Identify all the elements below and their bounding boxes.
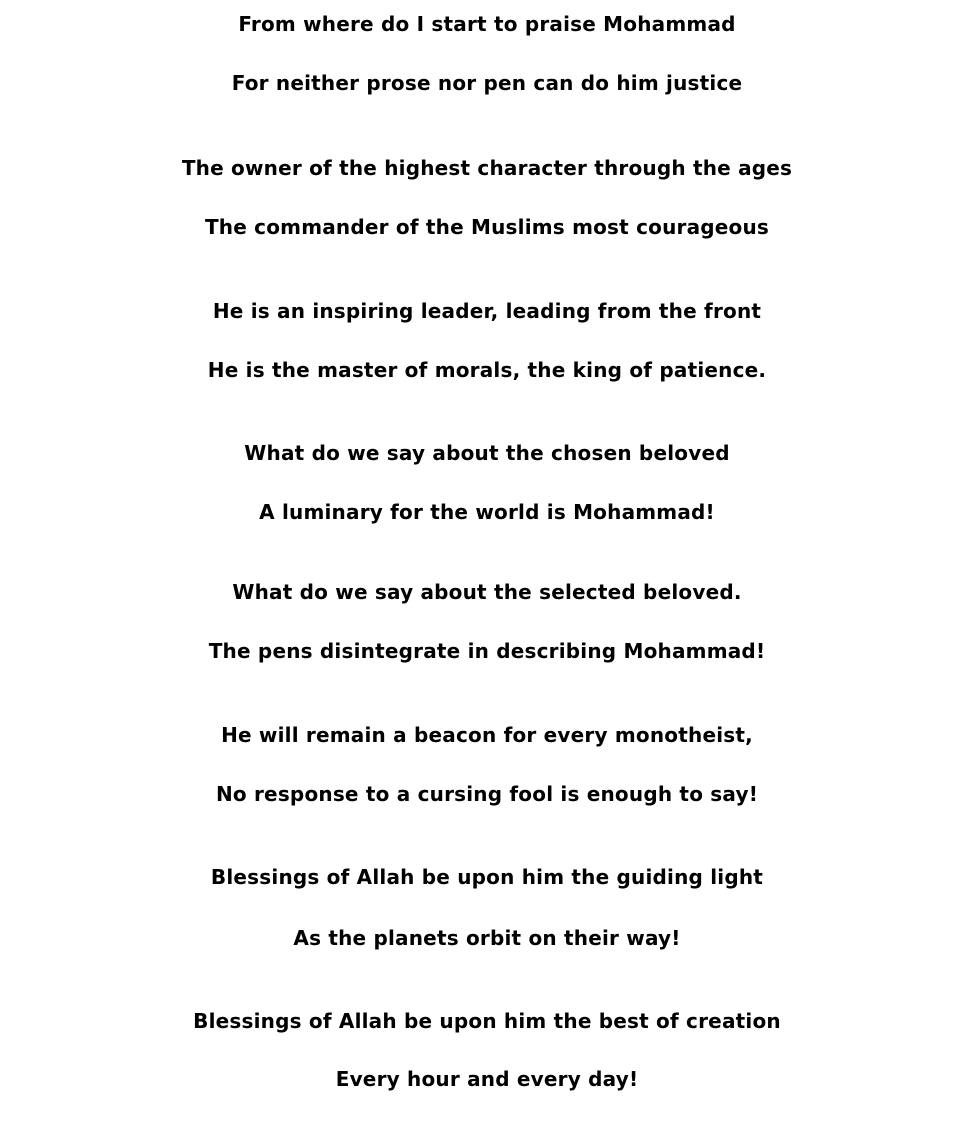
stanza-5-line-2: The pens disintegrate in describing Mohammad! xyxy=(208,639,766,663)
stanza-4-line-2: A luminary for the world is Mohammad! xyxy=(259,500,715,524)
stanza-5-line-1: What do we say about the selected beloved. xyxy=(232,580,742,604)
stanza-7-line-1: Blessings of Allah be upon him the guiding light xyxy=(210,865,764,889)
stanza-1-line-1: From where do I start to praise Mohammad xyxy=(238,12,736,36)
stanza-1-line-2: For neither prose nor pen can do him justice xyxy=(231,71,743,95)
stanza-4-line-1: What do we say about the chosen beloved xyxy=(244,441,730,465)
stanza-6-line-2: No response to a cursing fool is enough to say! xyxy=(215,782,759,806)
stanza-8-line-1: Blessings of Allah be upon him the best of creation xyxy=(193,1009,781,1033)
stanza-3-line-2: He is the master of morals, the king of patience. xyxy=(207,358,767,382)
stanza-6-line-1: He will remain a beacon for every monotheist, xyxy=(221,723,753,747)
stanza-3-line-1: He is an inspiring leader, leading from the front xyxy=(212,299,762,323)
stanza-7-line-2: As the planets orbit on their way! xyxy=(293,926,681,950)
stanza-2-line-1: The owner of the highest character through the ages xyxy=(181,156,793,180)
stanza-8-line-2: Every hour and every day! xyxy=(335,1067,639,1091)
stanza-2-line-2: The commander of the Muslims most courageous xyxy=(204,215,770,239)
